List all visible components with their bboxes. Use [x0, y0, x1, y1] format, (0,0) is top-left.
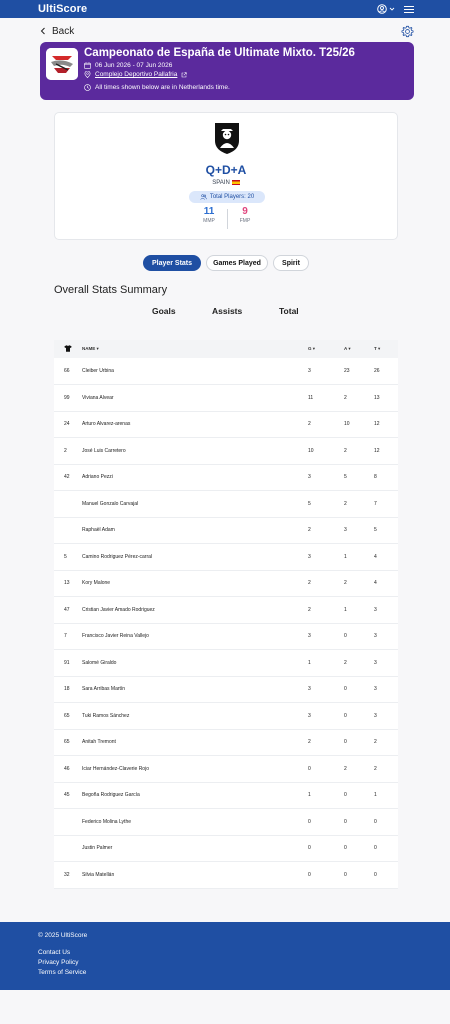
summary-total-label: Total: [279, 306, 299, 316]
player-total: 12: [374, 447, 380, 454]
table-row: [54, 862, 398, 889]
player-assists: 2: [344, 659, 347, 666]
player-goals: 0: [308, 845, 311, 852]
external-link-icon: [181, 72, 187, 78]
back-label: Back: [52, 25, 75, 37]
player-total: 2: [374, 765, 377, 772]
spain-flag-icon: [232, 180, 240, 185]
player-assists: 0: [344, 871, 347, 878]
player-goals: 5: [308, 500, 311, 507]
player-goals: 2: [308, 739, 311, 746]
player-stats-table: [54, 340, 398, 889]
player-total: 2: [374, 739, 377, 746]
team-name: Q+D+A: [205, 163, 247, 177]
event-dates: 06 Jun 2026 - 07 Jun 2026: [95, 62, 173, 69]
player-assists: 10: [344, 421, 350, 428]
player-name[interactable]: Francisco Javier Reina Vallejo: [82, 633, 149, 640]
player-assists: 0: [344, 633, 347, 640]
player-name[interactable]: Manuel Gonzalo Carvajal: [82, 500, 139, 507]
hamburger-menu-button[interactable]: [404, 5, 414, 14]
summary-goals-label: Goals: [152, 306, 176, 316]
table-row: [54, 464, 398, 491]
table-row: [54, 570, 398, 597]
player-name[interactable]: Silvia Matellán: [82, 871, 115, 878]
name-column-header[interactable]: NAME ▾: [82, 346, 99, 351]
total-column-header[interactable]: T ▾: [374, 346, 381, 351]
player-number: [54, 517, 82, 544]
table-row: [54, 438, 398, 465]
player-name[interactable]: Raphaël Adam: [82, 527, 115, 534]
player-name[interactable]: Tuki Ramos Sánchez: [82, 712, 130, 719]
player-number: 65: [64, 712, 70, 719]
player-goals: 11: [308, 394, 314, 401]
footer-link-contact[interactable]: Contact Us: [38, 949, 71, 956]
event-venue-link[interactable]: Complejo Deportivo Pallafria: [95, 71, 178, 78]
player-assists: 2: [344, 580, 347, 587]
player-number: 47: [64, 606, 70, 613]
player-goals: 1: [308, 792, 311, 799]
player-total: 0: [374, 818, 377, 825]
player-total: 12: [374, 421, 380, 428]
timezone-note: All times shown below are in Netherlands time.: [95, 84, 230, 91]
player-total: 8: [374, 474, 377, 481]
table-row: [54, 650, 398, 677]
player-number: 45: [64, 792, 70, 799]
player-number: 2: [64, 447, 67, 454]
player-assists: 3: [344, 527, 347, 534]
player-name[interactable]: Iciar Hernández-Claverie Rojo: [82, 765, 149, 772]
player-name[interactable]: Cristian Javier Amado Rodriguez: [82, 606, 155, 613]
player-total: 3: [374, 712, 377, 719]
mmp-count: 11: [203, 206, 215, 217]
player-total: 1: [374, 792, 377, 799]
player-assists: 2: [344, 394, 347, 401]
table-row: [54, 491, 398, 518]
player-total: 3: [374, 686, 377, 693]
footer-link-privacy[interactable]: Privacy Policy: [38, 959, 79, 966]
player-number: [54, 491, 82, 518]
top-navbar: [0, 0, 450, 18]
player-assists: 2: [344, 765, 347, 772]
table-row: [54, 411, 398, 438]
player-name[interactable]: José Luis Carretero: [82, 447, 126, 454]
footer-link-terms[interactable]: Terms of Service: [38, 969, 87, 976]
player-name[interactable]: Anitah Tremont: [82, 739, 116, 746]
table-row: [54, 544, 398, 571]
player-total: 13: [374, 394, 380, 401]
player-number: 18: [64, 686, 70, 693]
table-row: [54, 623, 398, 650]
player-goals: 2: [308, 580, 311, 587]
table-row: [54, 703, 398, 730]
player-name[interactable]: Federico Molina Lythe: [82, 818, 132, 825]
player-number: [54, 809, 82, 836]
mmp-count-block: [189, 206, 229, 224]
copyright: © 2025 UltiScore: [38, 932, 88, 939]
total-players-label: Total Players: 20: [209, 194, 255, 200]
site-footer: [0, 922, 450, 990]
chevron-down-icon: [389, 6, 395, 12]
player-total: 3: [374, 659, 377, 666]
player-goals: 1: [308, 659, 311, 666]
settings-gear-icon[interactable]: [401, 25, 414, 38]
assists-column-header[interactable]: A ▾: [344, 346, 351, 351]
player-total: 0: [374, 845, 377, 852]
back-row: [0, 20, 450, 42]
event-logo: [46, 48, 78, 80]
player-number: 32: [64, 871, 70, 878]
summary-assists-label: Assists: [212, 306, 243, 316]
player-total: 7: [374, 500, 377, 507]
fmp-count: 9: [242, 206, 248, 217]
player-number: 46: [64, 765, 70, 772]
table-row: [54, 517, 398, 544]
player-number: 13: [64, 580, 70, 587]
player-number: 42: [64, 474, 70, 481]
event-banner: [40, 42, 414, 100]
menu-icon: [404, 5, 414, 14]
brand-logo[interactable]: UltiScore: [38, 3, 88, 15]
summary-title: Overall Stats Summary: [54, 284, 168, 296]
player-goals: 0: [308, 871, 311, 878]
player-assists: 0: [344, 686, 347, 693]
player-goals: 3: [308, 712, 311, 719]
stats-tabs: [0, 255, 450, 271]
player-number: 65: [64, 739, 70, 746]
player-name[interactable]: Arturo Alvarez-arenas: [82, 421, 131, 428]
player-goals: 2: [308, 606, 311, 613]
player-assists: 0: [344, 845, 347, 852]
player-name[interactable]: Begoña Rodriguez García: [82, 792, 140, 799]
table-row: [54, 597, 398, 624]
player-number: [54, 835, 82, 862]
player-total: 5: [374, 527, 377, 534]
player-total: 3: [374, 606, 377, 613]
back-button[interactable]: [40, 26, 74, 37]
chevron-left-icon: [40, 27, 46, 35]
table-row: [54, 676, 398, 703]
player-name[interactable]: Camino Rodriguez Pérez-carral: [82, 553, 153, 560]
player-total: 4: [374, 580, 377, 587]
tab-player-stats[interactable]: Player Stats: [143, 255, 201, 271]
team-logo: [212, 121, 242, 155]
jersey-column-header: [54, 340, 82, 358]
table-row: [54, 809, 398, 836]
user-menu-button[interactable]: [377, 4, 395, 14]
table-row: [54, 358, 398, 385]
player-name[interactable]: Viviana Alvear: [82, 394, 114, 401]
player-name[interactable]: Adriano Pezzi: [82, 474, 113, 481]
mmp-label: MMP: [203, 218, 215, 224]
player-assists: 2: [344, 500, 347, 507]
tab-games-played[interactable]: Games Played: [206, 255, 268, 271]
player-goals: 3: [308, 686, 311, 693]
tab-spirit[interactable]: Spirit: [273, 255, 309, 271]
player-number: 7: [64, 633, 67, 640]
user-icon: [377, 4, 387, 14]
calendar-icon: [84, 62, 91, 69]
player-number: 5: [64, 553, 67, 560]
player-total: 0: [374, 871, 377, 878]
table-row: [54, 782, 398, 809]
player-assists: 0: [344, 712, 347, 719]
player-number: 91: [64, 659, 70, 666]
table-row: [54, 385, 398, 412]
player-goals: 3: [308, 633, 311, 640]
player-goals: 0: [308, 765, 311, 772]
fmp-count-block: [225, 206, 265, 224]
team-card: [54, 112, 398, 240]
player-name[interactable]: Justin Palmer: [82, 845, 113, 852]
player-assists: 23: [344, 368, 350, 374]
topbar-actions: [377, 4, 414, 14]
fmp-label: FMP: [239, 218, 251, 224]
player-goals: 10: [308, 447, 314, 454]
users-icon: [200, 194, 207, 200]
player-assists: 1: [344, 553, 347, 560]
player-assists: 1: [344, 606, 347, 613]
jersey-icon: [64, 345, 72, 352]
table-row: [54, 835, 398, 862]
player-goals: 2: [308, 527, 311, 534]
player-name[interactable]: Cleiber Urbina: [82, 368, 114, 374]
total-players-badge: [189, 191, 265, 203]
table-row: [54, 756, 398, 783]
player-goals: 3: [308, 474, 311, 481]
event-venue-row: [84, 71, 187, 78]
player-total: 26: [374, 368, 380, 374]
player-name[interactable]: Salomé Giraldo: [82, 659, 117, 666]
player-number: 66: [64, 368, 70, 374]
event-title: Campeonato de España de Ultimate Mixto. T25/26: [84, 47, 355, 59]
table-header-row: [54, 340, 398, 358]
location-pin-icon: [84, 71, 91, 78]
event-timezone-row: [84, 84, 230, 91]
player-goals: 3: [308, 368, 311, 374]
player-name[interactable]: Sara Arribas Martín: [82, 686, 126, 693]
player-goals: 0: [308, 818, 311, 825]
player-number: 99: [64, 394, 70, 401]
player-assists: 5: [344, 474, 347, 481]
player-name[interactable]: Kory Malone: [82, 580, 111, 587]
player-total: 3: [374, 633, 377, 640]
player-assists: 2: [344, 447, 347, 454]
team-country-label: SPAIN: [212, 180, 230, 187]
player-number: 24: [64, 421, 70, 428]
player-assists: 0: [344, 739, 347, 746]
player-assists: 0: [344, 818, 347, 825]
goals-column-header[interactable]: G ▾: [308, 346, 316, 351]
player-goals: 2: [308, 421, 311, 428]
table-row: [54, 729, 398, 756]
player-total: 4: [374, 553, 377, 560]
event-dates-row: [84, 62, 172, 69]
player-assists: 0: [344, 792, 347, 799]
team-country: [55, 180, 397, 186]
clock-icon: [84, 84, 91, 91]
player-goals: 3: [308, 553, 311, 560]
